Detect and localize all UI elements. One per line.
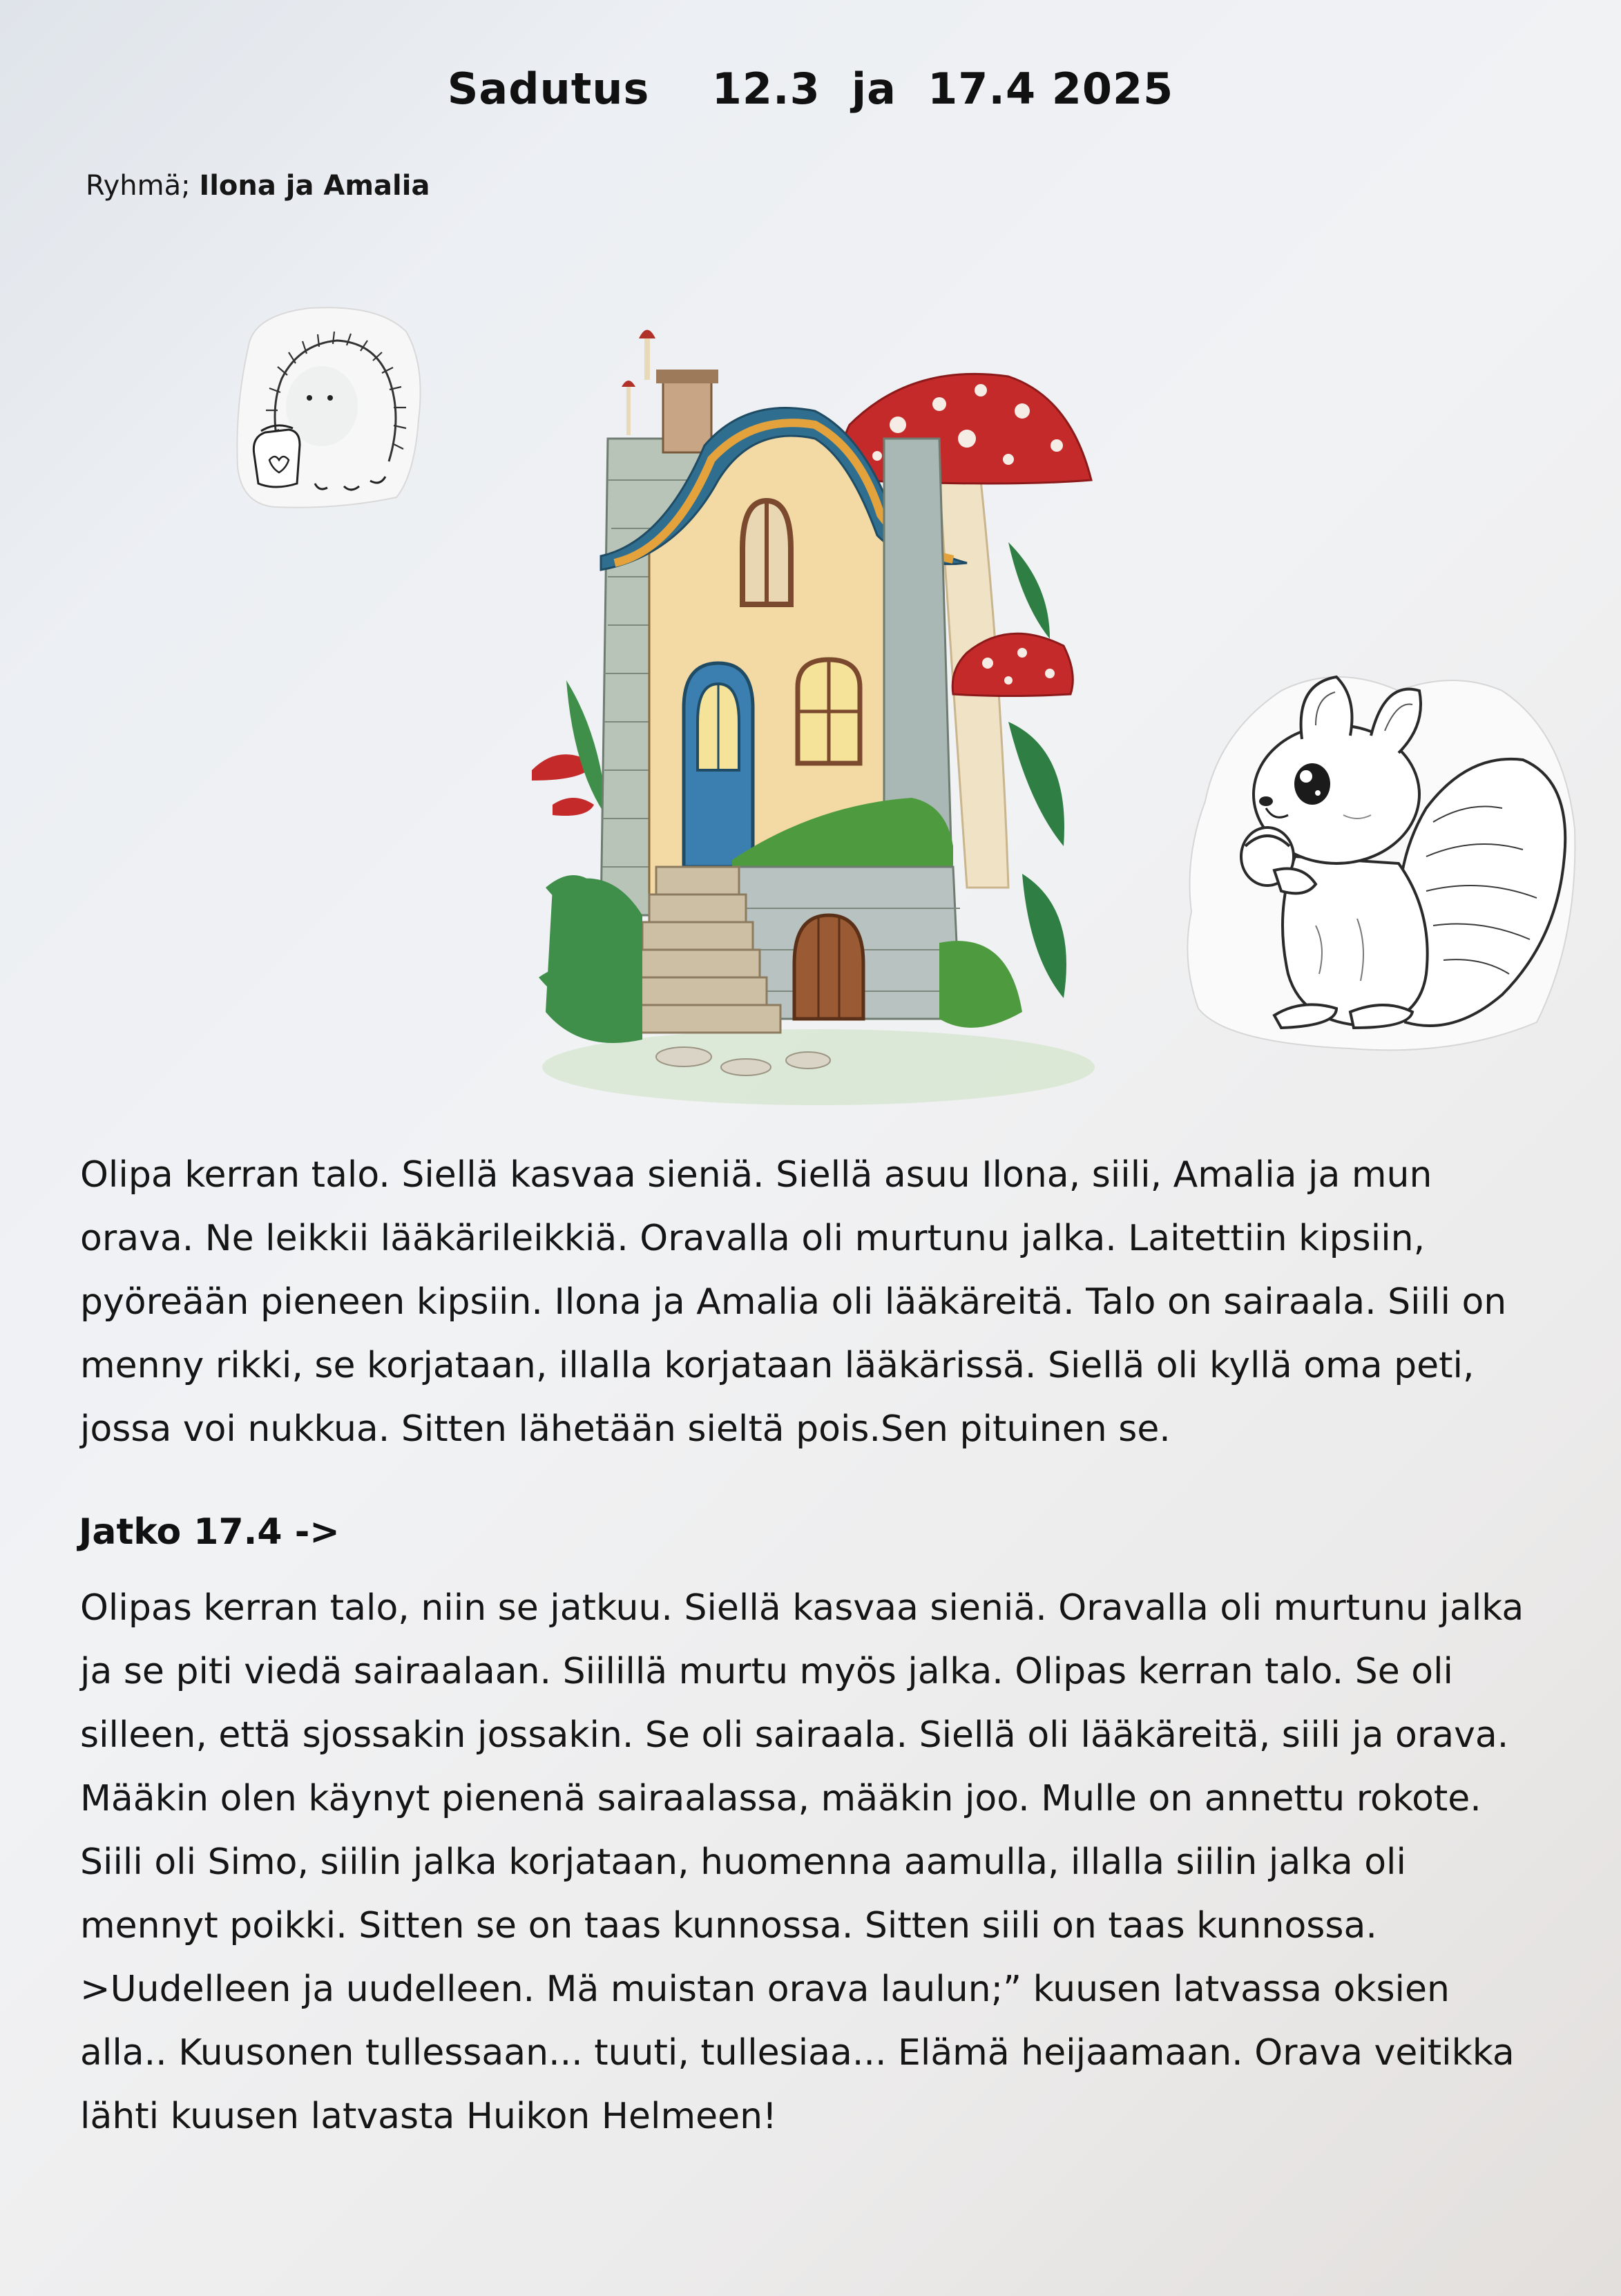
squirrel-sticker bbox=[1178, 649, 1582, 1053]
story-part-2 bbox=[80, 1576, 1572, 2148]
group-label: Ryhmä; bbox=[86, 170, 191, 202]
story-line: ja se piti viedä sairaalaan. Siilillä murtu myös jalka. Olipas kerran talo. Se oli bbox=[80, 1651, 1453, 1692]
story-line: jossa voi nukkua. Sitten lähetään sieltä pois.Sen pituinen se. bbox=[80, 1408, 1171, 1450]
story-line: Määkin olen käynyt pienenä sairaalassa, määkin joo. Mulle on annettu rokote. bbox=[80, 1778, 1481, 1819]
story-line: alla.. Kuusonen tullessaan... tuuti, tullesiaa... Elämä heijaamaan. Orava veitikka bbox=[80, 2032, 1515, 2074]
story-line: lähti kuusen latvasta Huikon Helmeen! bbox=[80, 2096, 777, 2137]
page-title: Sadutus 12.3 ja 17.4 2025 bbox=[447, 64, 1174, 114]
group-line bbox=[86, 170, 430, 202]
story-line: silleen, että sjossakin jossakin. Se oli sairaala. Siellä oli lääkäreitä, siili ja orava. bbox=[80, 1714, 1509, 1756]
hedgehog-sticker bbox=[233, 303, 427, 510]
story-line: pyöreään pieneen kipsiin. Ilona ja Amalia oli lääkäreitä. Talo on sairaala. Siili on bbox=[80, 1281, 1507, 1323]
mushroom-house-illustration bbox=[525, 321, 1112, 1109]
story-line: >Uudelleen ja uudelleen. Mä muistan orava laulun;” kuusen latvassa oksien bbox=[80, 1969, 1450, 2010]
story-line: mennyt poikki. Sitten se on taas kunnossa. Sitten siili on taas kunnossa. bbox=[80, 1905, 1377, 1946]
story-line: Siili oli Simo, siilin jalka korjataan, huomenna aamulla, illalla siilin jalka oli bbox=[80, 1841, 1406, 1883]
story-line: Olipa kerran talo. Siellä kasvaa sieniä. Siellä asuu Ilona, siili, Amalia ja mun bbox=[80, 1154, 1432, 1196]
story-part-1 bbox=[80, 1143, 1572, 1461]
story-line: menny rikki, se korjataan, illalla korjataan lääkärissä. Siellä oli kyllä oma peti, bbox=[80, 1345, 1475, 1386]
continuation-heading: Jatko 17.4 -> bbox=[79, 1511, 340, 1553]
story-line: orava. Ne leikkii lääkärileikkiä. Oravalla oli murtunu jalka. Laitettiin kipsiin, bbox=[80, 1218, 1426, 1259]
story-line: Olipas kerran talo, niin se jatkuu. Siellä kasvaa sieniä. Oravalla oli murtunu jalka bbox=[80, 1587, 1524, 1629]
group-names: Ilona ja Amalia bbox=[199, 170, 430, 202]
